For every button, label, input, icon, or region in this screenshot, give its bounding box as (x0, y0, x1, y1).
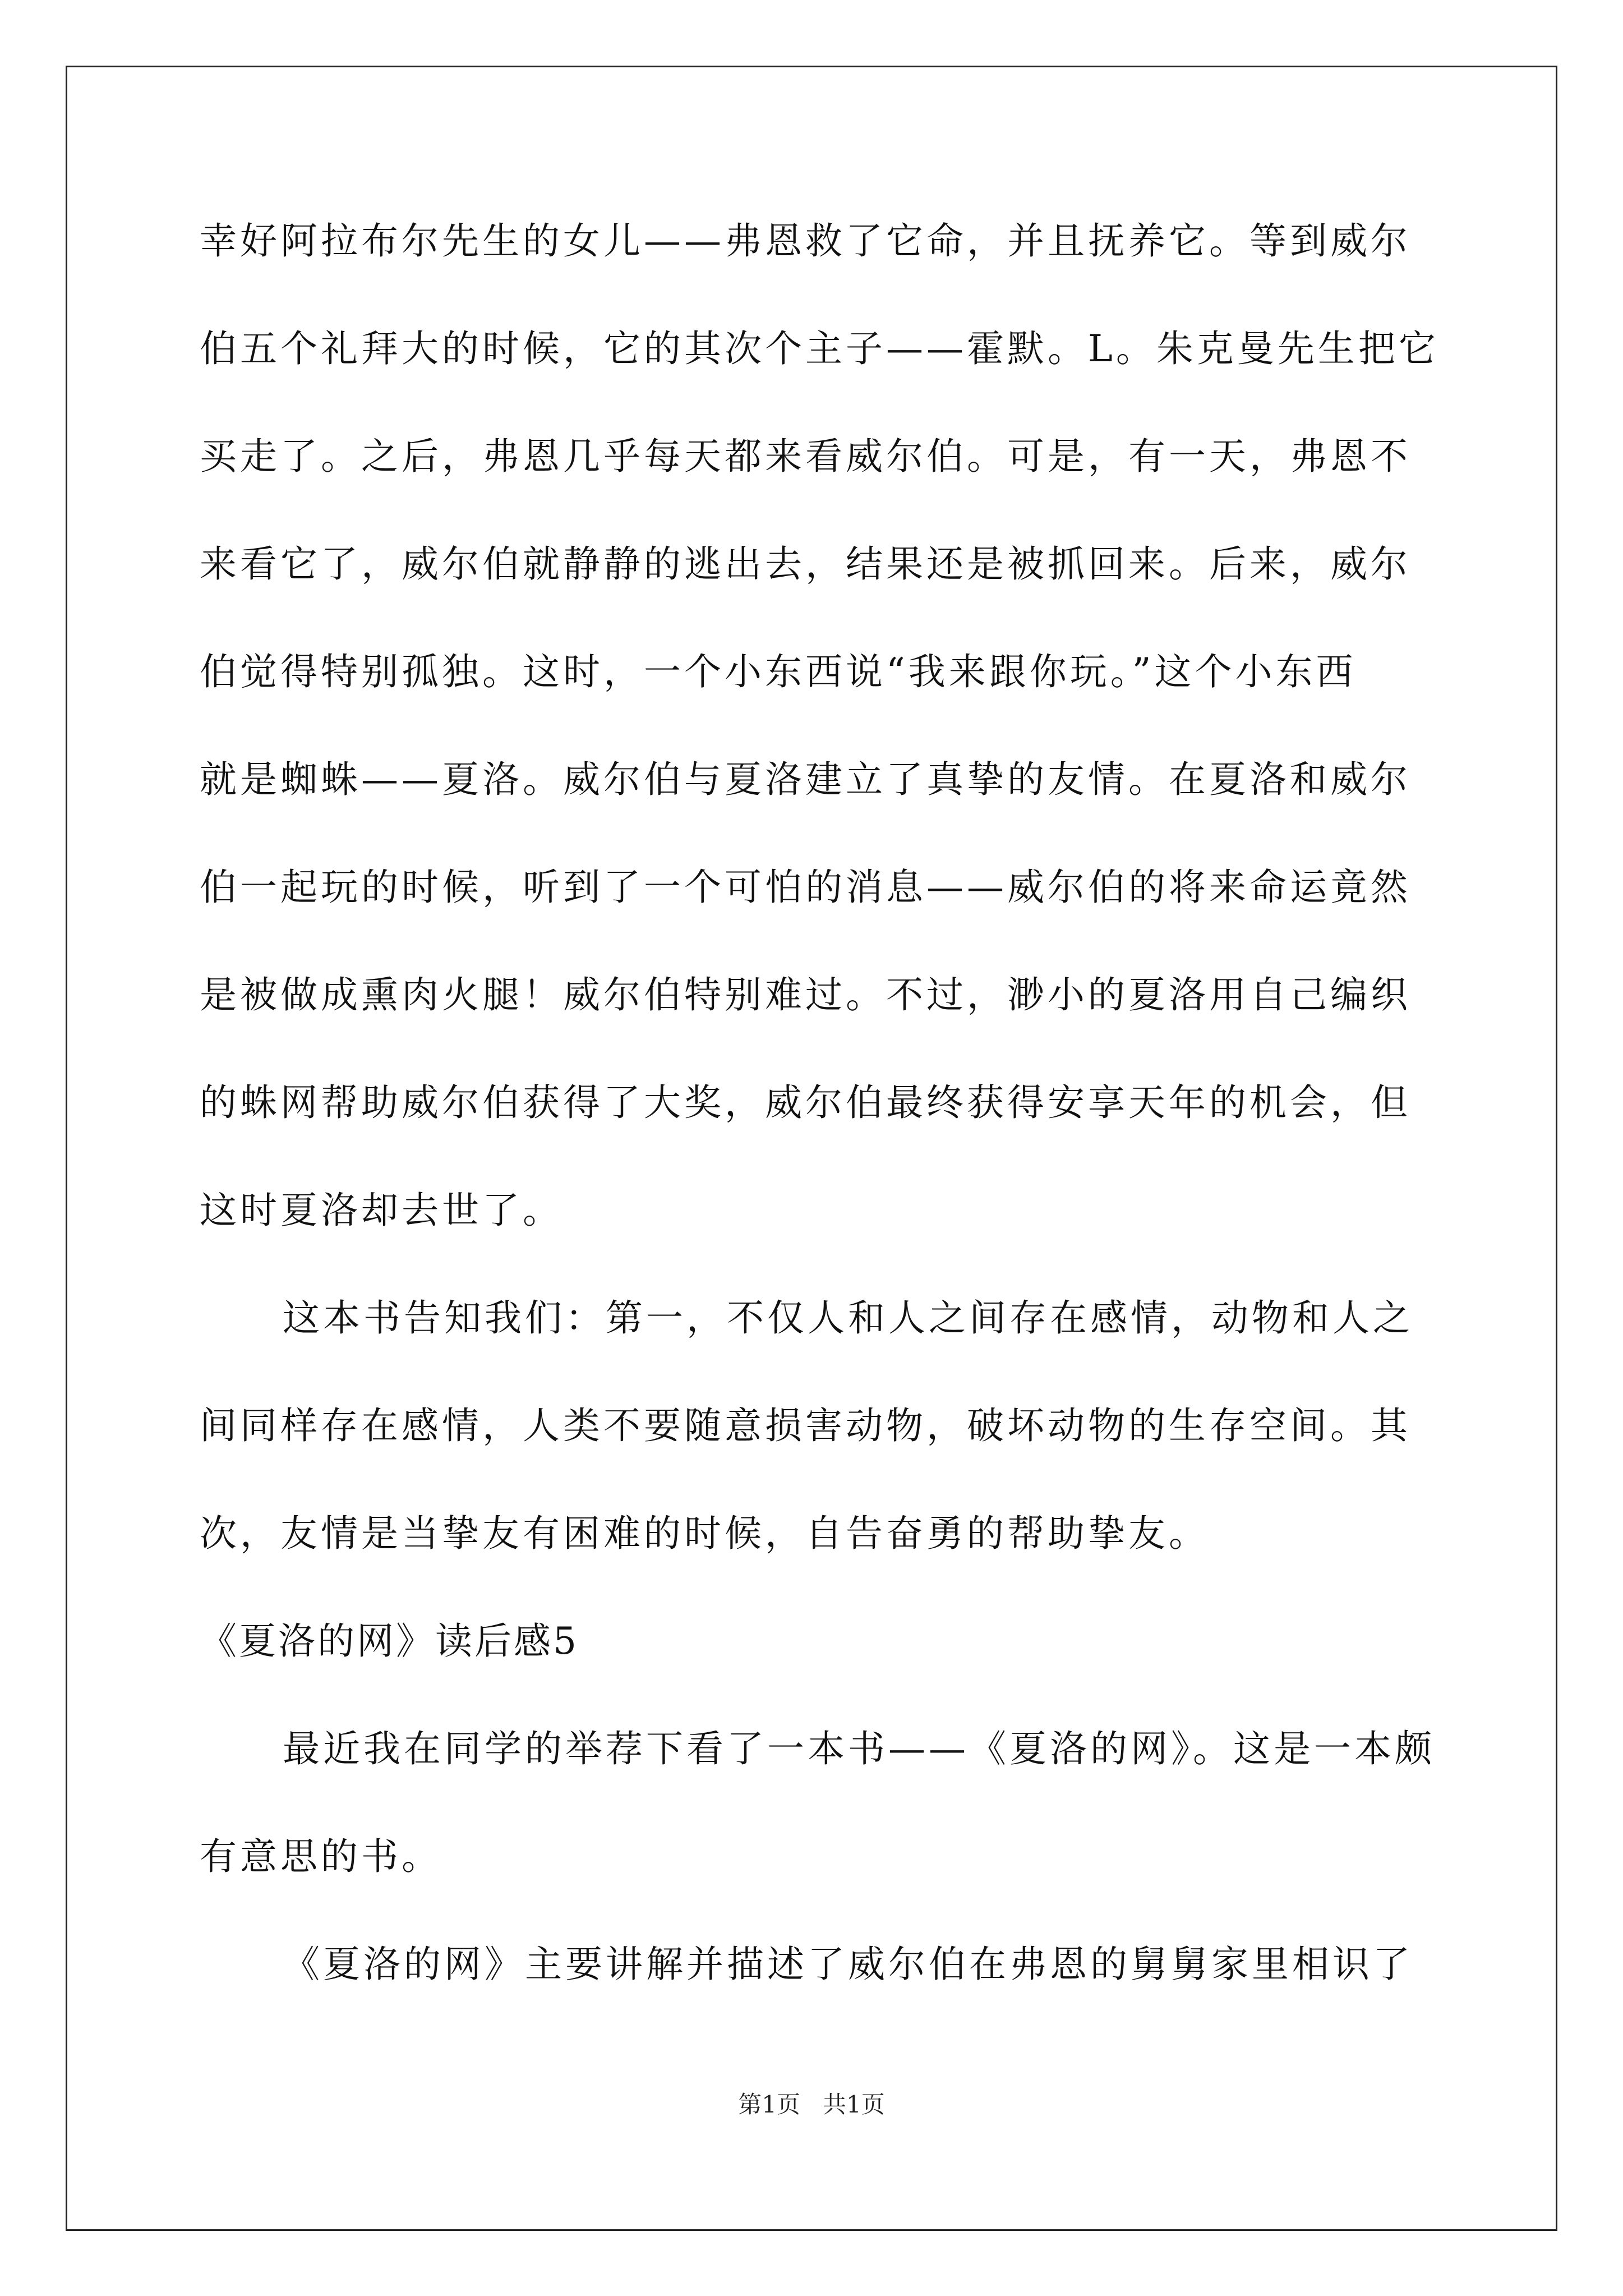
page-number-footer: 第1页 共1页 (738, 2091, 885, 2118)
paragraph-first-line: 这本书告知我们：第一，不仅人和人之间存在感情，动物和人之 (283, 1296, 1413, 1340)
text-line: 这时夏洛却去世了。 (200, 1189, 563, 1232)
text-line: 是被做成熏肉火腿！威尔伯特别难过。不过，渺小的夏洛用自己编织 (200, 973, 1411, 1016)
text-line: 次，友情是当挚友有困难的时候，自告奋勇的帮助挚友。 (200, 1512, 1209, 1555)
text-line: 买走了。之后，弗恩几乎每天都来看威尔伯。可是，有一天，弗恩不 (200, 435, 1411, 478)
section-heading: 《夏洛的网》读后感5 (200, 1619, 579, 1663)
text-line: 幸好阿拉布尔先生的女儿——弗恩救了它命，并且抚养它。等到威尔 (200, 219, 1411, 263)
text-line: 伯五个礼拜大的时候，它的其次个主子——霍默。L。朱克曼先生把它 (200, 327, 1439, 370)
page-border (66, 66, 1557, 2231)
text-line: 伯一起玩的时候，听到了一个可怕的消息——威尔伯的将来命运竟然 (200, 866, 1411, 909)
text-line: 就是蜘蛛——夏洛。威尔伯与夏洛建立了真挚的友情。在夏洛和威尔 (200, 758, 1411, 801)
text-line: 来看它了，威尔伯就静静的逃出去，结果还是被抓回来。后来，威尔 (200, 542, 1411, 586)
paragraph-first-line: 《夏洛的网》主要讲解并描述了威尔伯在弗恩的舅舅家里相识了 (283, 1943, 1413, 1986)
text-line: 伯觉得特别孤独。这时，一个小东西说“我来跟你玩。”这个小东西 (200, 650, 1357, 693)
text-line: 间同样存在感情，人类不要随意损害动物，破坏动物的生存空间。其 (200, 1404, 1411, 1447)
paragraph-first-line: 最近我在同学的举荐下看了一本书——《夏洛的网》。这是一本颇 (283, 1727, 1435, 1770)
text-line: 有意思的书。 (200, 1835, 442, 1878)
text-line: 的蛛网帮助威尔伯获得了大奖，威尔伯最终获得安享天年的机会，但 (200, 1081, 1411, 1124)
